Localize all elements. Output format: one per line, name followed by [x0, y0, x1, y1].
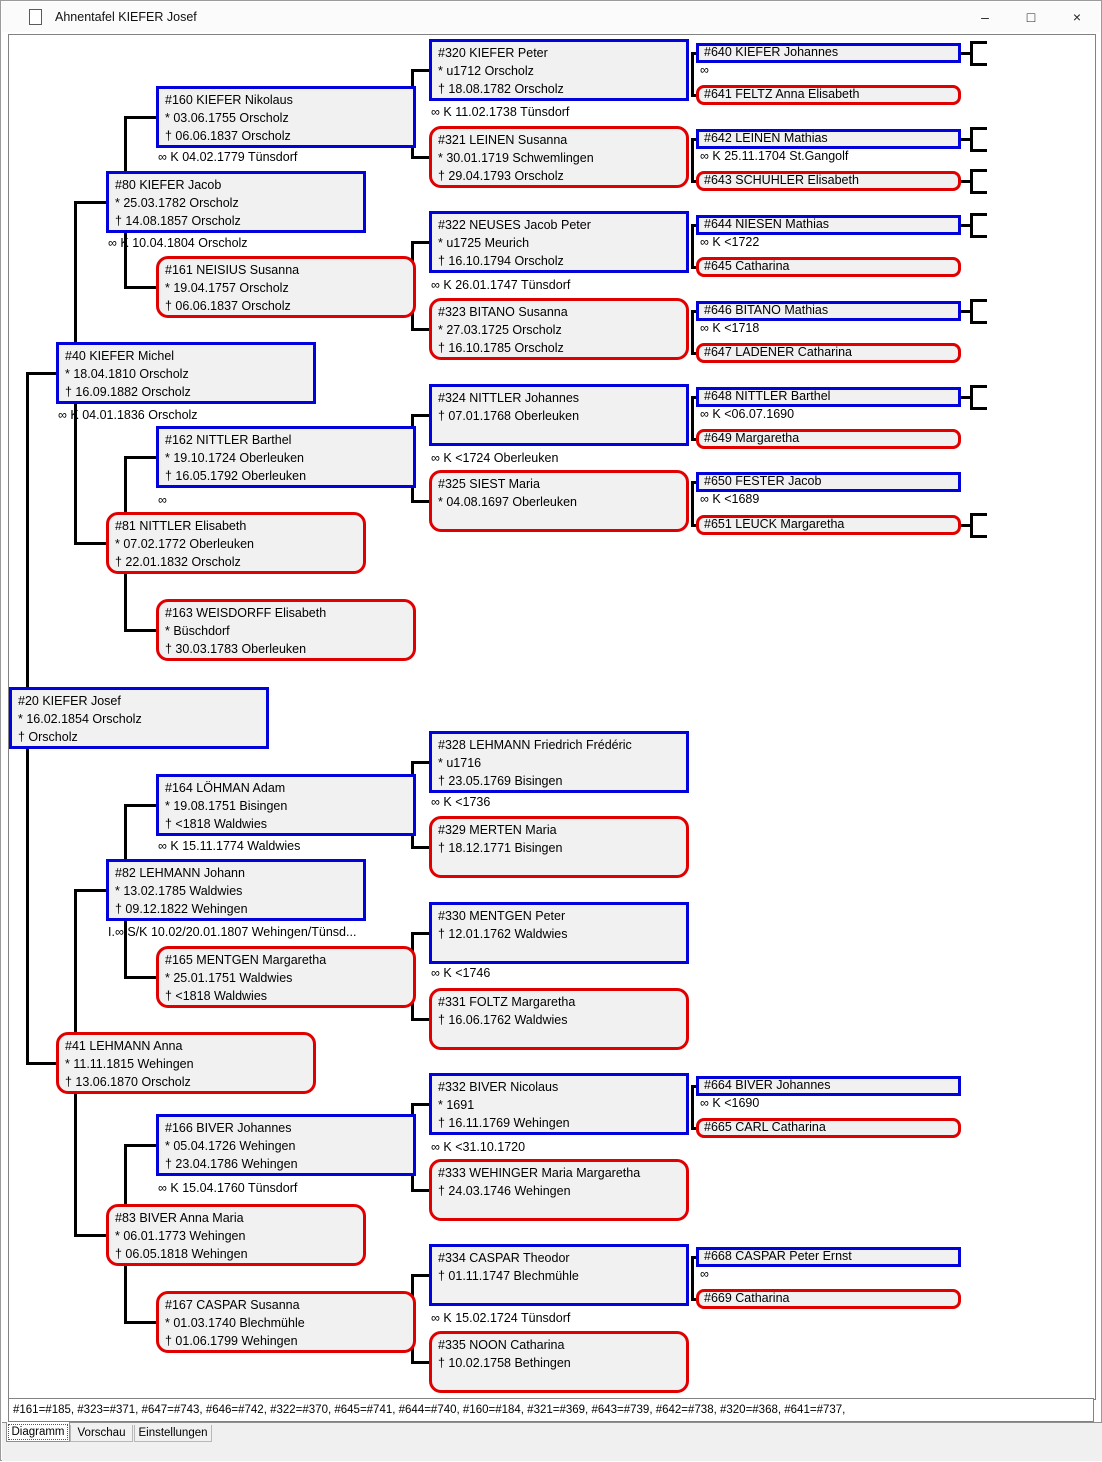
person-text-line: † 06.05.1818 Wehingen	[115, 1247, 248, 1261]
person-box-644[interactable]	[696, 215, 961, 235]
person-text-line: † 14.08.1857 Orscholz	[115, 214, 241, 228]
marriage-label: ∞ K <1722	[700, 235, 760, 249]
person-text-line: * 04.08.1697 Oberleuken	[438, 495, 577, 509]
person-text-line: * 1691	[438, 1098, 475, 1112]
person-box-642[interactable]	[696, 129, 961, 149]
person-text-line: † 16.10.1794 Orscholz	[438, 254, 564, 268]
person-text-line: #325 SIEST Maria	[438, 477, 540, 491]
person-box-664[interactable]	[696, 1076, 961, 1096]
person-text-line: * 11.11.1815 Wehingen	[65, 1057, 194, 1071]
maximize-button[interactable]	[1008, 2, 1054, 32]
person-text-line: #331 FOLTZ Margaretha	[438, 995, 576, 1009]
person-text-line: † 29.04.1793 Orscholz	[438, 169, 564, 183]
person-box-161[interactable]	[156, 256, 416, 318]
person-text-line: #161 NEISIUS Susanna	[165, 263, 300, 277]
person-box-324[interactable]	[429, 384, 689, 446]
person-text-line: #664 BIVER Johannes	[704, 1078, 831, 1092]
person-text-line: #332 BIVER Nicolaus	[438, 1080, 559, 1094]
person-text-line: † 13.06.1870 Orscholz	[65, 1075, 191, 1089]
person-text-line: † 23.04.1786 Wehingen	[165, 1157, 298, 1171]
person-text-line: * 05.04.1726 Wehingen	[165, 1139, 296, 1153]
connector-line	[26, 372, 56, 375]
person-box-164[interactable]	[156, 774, 416, 836]
more-ancestors-icon	[970, 407, 987, 410]
person-box-665[interactable]	[696, 1118, 961, 1138]
marriage-label: ∞ K <1718	[700, 321, 760, 335]
person-box-640[interactable]	[696, 43, 961, 63]
connector-line	[411, 69, 429, 72]
more-ancestors-icon	[970, 41, 987, 44]
connector-line	[691, 1256, 694, 1301]
person-text-line: † 09.12.1822 Wehingen	[115, 902, 248, 916]
person-text-line: † 16.09.1882 Orscholz	[65, 385, 191, 399]
person-text-line: #641 FELTZ Anna Elisabeth	[704, 87, 860, 101]
person-text-line: #642 LEINEN Mathias	[704, 131, 828, 145]
marriage-label: ∞ K <06.07.1690	[700, 407, 795, 421]
person-text-line: * 06.01.1773 Wehingen	[115, 1229, 246, 1243]
connector-line	[411, 1361, 429, 1364]
connector-line	[691, 396, 694, 441]
person-text-line: † 16.05.1792 Oberleuken	[165, 469, 307, 483]
person-text-line: * 19.04.1757 Orscholz	[165, 281, 289, 295]
connector-line	[124, 976, 156, 979]
person-text-line: † 16.10.1785 Orscholz	[438, 341, 564, 355]
connector-line	[411, 156, 429, 159]
person-text-line: #650 FESTER Jacob	[704, 474, 822, 488]
connector-line	[74, 542, 106, 545]
person-box-648[interactable]	[696, 387, 961, 407]
person-text-line: #333 WEHINGER Maria Margaretha	[438, 1166, 641, 1180]
person-text-line: † 16.11.1769 Wehingen	[438, 1116, 570, 1130]
connector-line	[124, 116, 156, 119]
marriage-label: ∞ K 04.02.1779 Tünsdorf	[158, 150, 298, 164]
connector-line	[124, 286, 156, 289]
person-text-line: † 22.01.1832 Orscholz	[115, 555, 241, 569]
marriage-label: ∞	[700, 1267, 709, 1281]
person-box-163[interactable]	[156, 599, 416, 661]
status-bar	[8, 1398, 1094, 1422]
person-box-167[interactable]	[156, 1291, 416, 1353]
person-box-83[interactable]	[106, 1204, 366, 1266]
more-ancestors-icon	[970, 385, 987, 388]
person-box-646[interactable]	[696, 301, 961, 321]
person-box-160[interactable]	[156, 86, 416, 148]
person-text-line: #334 CASPAR Theodor	[438, 1251, 570, 1265]
person-text-line: † 23.05.1769 Bisingen	[438, 774, 563, 788]
person-text-line: #80 KIEFER Jacob	[115, 178, 222, 192]
person-text-line: #40 KIEFER Michel	[65, 349, 175, 363]
person-box-322[interactable]	[429, 211, 689, 273]
connector-line	[411, 241, 429, 244]
connector-line	[124, 1321, 156, 1324]
connector-line	[691, 481, 694, 527]
person-text-line: #165 MENTGEN Margaretha	[165, 953, 327, 967]
connector-line	[26, 1062, 56, 1065]
person-text-line: #644 NIESEN Mathias	[704, 217, 830, 231]
person-box-162[interactable]	[156, 426, 416, 488]
person-box-643[interactable]	[696, 171, 961, 191]
person-text-line: † 16.06.1762 Waldwies	[438, 1013, 568, 1027]
person-text-line: † 24.03.1746 Wehingen	[438, 1184, 571, 1198]
window-title: Ahnentafel KIEFER Josef	[55, 10, 197, 24]
person-text-line: #648 NITTLER Barthel	[704, 389, 831, 403]
tab-einstellungen[interactable]: Einstellungen	[134, 1425, 212, 1442]
status-text: #161=#185, #323=#371, #647=#743, #646=#742, #322=#370, #645=#741, #644=#740, #160=#184, #321=#369, #643=#739, #642=#738, #320=#368, #641=#737,	[13, 1404, 846, 1416]
person-text-line: * 07.02.1772 Oberleuken	[115, 537, 254, 551]
connector-line	[124, 456, 156, 459]
connector-line	[411, 1274, 429, 1277]
person-text-line: † 07.01.1768 Oberleuken	[438, 409, 580, 423]
person-text-line: #81 NITTLER Elisabeth	[115, 519, 247, 533]
window-controls	[962, 2, 1100, 32]
person-text-line: * 13.02.1785 Waldwies	[115, 884, 243, 898]
person-text-line: * u1712 Orscholz	[438, 64, 534, 78]
person-text-line: #83 BIVER Anna Maria	[115, 1211, 244, 1225]
connector-line	[691, 52, 694, 97]
connector-line	[411, 1018, 429, 1021]
connector-line	[691, 310, 694, 355]
connector-line	[691, 138, 694, 183]
minimize-icon: –	[981, 9, 989, 25]
person-text-line: * Büschdorf	[165, 624, 230, 638]
connector-line	[411, 414, 429, 417]
connector-line	[411, 761, 429, 764]
person-text-line: #651 LEUCK Margaretha	[704, 517, 845, 531]
person-text-line: #665 CARL Catharina	[704, 1120, 826, 1134]
marriage-label: ∞ K 04.01.1836 Orscholz	[58, 408, 198, 422]
more-ancestors-icon	[970, 169, 987, 172]
person-text-line: † 18.12.1771 Bisingen	[438, 841, 563, 855]
person-text-line: #167 CASPAR Susanna	[165, 1298, 300, 1312]
person-text-line: * 01.03.1740 Blechmühle	[165, 1316, 305, 1330]
person-box-325[interactable]	[429, 470, 689, 532]
person-text-line: #323 BITANO Susanna	[438, 305, 568, 319]
connector-line	[124, 804, 156, 807]
close-icon: ×	[1072, 9, 1082, 25]
person-text-line: † 01.11.1747 Blechmühle	[438, 1269, 579, 1283]
person-text-line: * 25.03.1782 Orscholz	[115, 196, 239, 210]
person-box-328[interactable]	[429, 731, 689, 793]
person-box-649[interactable]	[696, 429, 961, 449]
person-box-40[interactable]	[56, 342, 316, 404]
person-text-line: #162 NITTLER Barthel	[165, 433, 292, 447]
person-text-line: † Orscholz	[18, 730, 78, 744]
person-text-line: * u1725 Meurich	[438, 236, 530, 250]
window-titlebar	[2, 2, 1100, 32]
connector-line	[74, 1234, 106, 1237]
marriage-label: ∞ K <1690	[700, 1096, 760, 1110]
person-text-line: † 30.03.1783 Oberleuken	[165, 642, 307, 656]
person-box-333[interactable]	[429, 1159, 689, 1221]
person-box-80[interactable]	[106, 171, 366, 233]
person-text-line: † 18.08.1782 Orscholz	[438, 82, 564, 96]
more-ancestors-icon	[970, 535, 987, 538]
person-text-line: #329 MERTEN Maria	[438, 823, 557, 837]
person-text-line: #669 Catharina	[704, 1291, 790, 1305]
person-box-651[interactable]	[696, 515, 961, 535]
marriage-label: ∞ K 15.02.1724 Tünsdorf	[431, 1311, 571, 1325]
person-text-line: #321 LEINEN Susanna	[438, 133, 568, 147]
person-box-329[interactable]	[429, 816, 689, 878]
person-text-line: † 10.02.1758 Bethingen	[438, 1356, 571, 1370]
connector-line	[411, 1189, 429, 1192]
person-text-line: #82 LEHMANN Johann	[115, 866, 245, 880]
marriage-label: ∞ K <31.10.1720	[431, 1140, 526, 1154]
marriage-label: ∞ K 25.11.1704 St.Gangolf	[700, 149, 849, 163]
person-text-line: * 18.04.1810 Orscholz	[65, 367, 189, 381]
person-box-320[interactable]	[429, 39, 689, 101]
marriage-label: ∞	[700, 63, 709, 77]
more-ancestors-icon	[970, 299, 987, 302]
person-text-line: * 30.01.1719 Schwemlingen	[438, 151, 594, 165]
person-text-line: #643 SCHUHLER Elisabeth	[704, 173, 859, 187]
marriage-label: ∞	[158, 493, 167, 507]
marriage-label: I.∞ S/K 10.02/20.01.1807 Wehingen/Tünsd...	[108, 925, 357, 939]
person-box-669[interactable]	[696, 1289, 961, 1309]
person-text-line: #646 BITANO Mathias	[704, 303, 829, 317]
person-text-line: † 06.06.1837 Orscholz	[165, 129, 291, 143]
more-ancestors-icon	[970, 149, 987, 152]
marriage-label: ∞ K <1736	[431, 795, 491, 809]
person-box-647[interactable]	[696, 343, 961, 363]
person-box-82[interactable]	[106, 859, 366, 921]
person-box-335[interactable]	[429, 1331, 689, 1393]
more-ancestors-icon	[970, 191, 987, 194]
person-text-line: #164 LÖHMAN Adam	[165, 781, 286, 795]
person-text-line: #668 CASPAR Peter Ernst	[704, 1249, 852, 1263]
person-box-81[interactable]	[106, 512, 366, 574]
person-text-line: * 19.10.1724 Oberleuken	[165, 451, 304, 465]
more-ancestors-icon	[970, 513, 987, 516]
marriage-label: ∞ K 15.11.1774 Waldwies	[158, 839, 301, 853]
person-box-321[interactable]	[429, 126, 689, 188]
more-ancestors-icon	[970, 235, 987, 238]
person-text-line: #640 KIEFER Johannes	[704, 45, 839, 59]
tab-vorschau[interactable]: Vorschau	[70, 1425, 133, 1442]
person-text-line: #41 LEHMANN Anna	[65, 1039, 183, 1053]
person-box-641[interactable]	[696, 85, 961, 105]
person-box-165[interactable]	[156, 946, 416, 1008]
person-text-line: #647 LADENER Catharina	[704, 345, 852, 359]
person-box-668[interactable]	[696, 1247, 961, 1267]
person-text-line: #163 WEISDORFF Elisabeth	[165, 606, 327, 620]
person-box-41[interactable]	[56, 1032, 316, 1094]
connector-line	[411, 846, 429, 849]
person-text-line: #335 NOON Catharina	[438, 1338, 565, 1352]
person-text-line: #645 Catharina	[704, 259, 790, 273]
person-text-line: #160 KIEFER Nikolaus	[165, 93, 293, 107]
more-ancestors-icon	[970, 127, 987, 130]
person-text-line: † <1818 Waldwies	[165, 989, 268, 1003]
person-text-line: † 06.06.1837 Orscholz	[165, 299, 291, 313]
person-box-330[interactable]	[429, 902, 689, 964]
connector-line	[124, 629, 156, 632]
person-box-650[interactable]	[696, 472, 961, 492]
connector-line	[411, 500, 429, 503]
person-text-line: * 27.03.1725 Orscholz	[438, 323, 562, 337]
person-box-645[interactable]	[696, 257, 961, 277]
maximize-icon: □	[1026, 9, 1036, 25]
person-text-line: * 25.01.1751 Waldwies	[165, 971, 293, 985]
tab-diagramm[interactable]: Diagramm	[6, 1422, 70, 1442]
more-ancestors-icon	[970, 213, 987, 216]
person-text-line: #166 BIVER Johannes	[165, 1121, 292, 1135]
person-box-331[interactable]	[429, 988, 689, 1050]
close-button[interactable]	[1054, 2, 1100, 32]
connector-line	[691, 224, 694, 269]
marriage-label: ∞ K 15.04.1760 Tünsdorf	[158, 1181, 298, 1195]
person-text-line: #324 NITTLER Johannes	[438, 391, 580, 405]
person-text-line: #330 MENTGEN Peter	[438, 909, 566, 923]
connector-line	[411, 932, 429, 935]
person-text-line: #649 Margaretha	[704, 431, 800, 445]
person-text-line: #20 KIEFER Josef	[18, 694, 121, 708]
person-text-line: #322 NEUSES Jacob Peter	[438, 218, 591, 232]
connector-line	[411, 1103, 429, 1106]
person-text-line: * u1716	[438, 756, 482, 770]
person-text-line: #328 LEHMANN Friedrich Frédéric	[438, 738, 632, 752]
person-box-323[interactable]	[429, 298, 689, 360]
more-ancestors-icon	[970, 321, 987, 324]
connector-line	[124, 1144, 156, 1147]
more-ancestors-icon	[970, 63, 987, 66]
minimize-button[interactable]	[962, 2, 1008, 32]
connector-line	[411, 328, 429, 331]
marriage-label: ∞ K 11.02.1738 Tünsdorf	[431, 105, 570, 119]
person-box-334[interactable]	[429, 1244, 689, 1306]
document-icon	[29, 9, 42, 25]
person-text-line: #320 KIEFER Peter	[438, 46, 548, 60]
person-text-line: * 03.06.1755 Orscholz	[165, 111, 289, 125]
marriage-label: ∞ K 26.01.1747 Tünsdorf	[431, 278, 571, 292]
person-box-20[interactable]	[9, 687, 269, 749]
person-text-line: * 16.02.1854 Orscholz	[18, 712, 142, 726]
marriage-label: ∞ K 10.04.1804 Orscholz	[108, 236, 248, 250]
marriage-label: ∞ K <1746	[431, 966, 491, 980]
person-text-line: † <1818 Waldwies	[165, 817, 268, 831]
marriage-label: ∞ K <1689	[700, 492, 760, 506]
marriage-label: ∞ K <1724 Oberleuken	[431, 451, 559, 465]
person-text-line: * 19.08.1751 Bisingen	[165, 799, 288, 813]
person-text-line: † 01.06.1799 Wehingen	[165, 1334, 298, 1348]
connector-line	[74, 201, 106, 204]
tab-strip-border	[2, 1422, 1102, 1423]
connector-line	[74, 889, 106, 892]
person-box-166[interactable]	[156, 1114, 416, 1176]
person-box-332[interactable]	[429, 1073, 689, 1135]
person-text-line: † 12.01.1762 Waldwies	[438, 927, 568, 941]
connector-line	[691, 1085, 694, 1130]
